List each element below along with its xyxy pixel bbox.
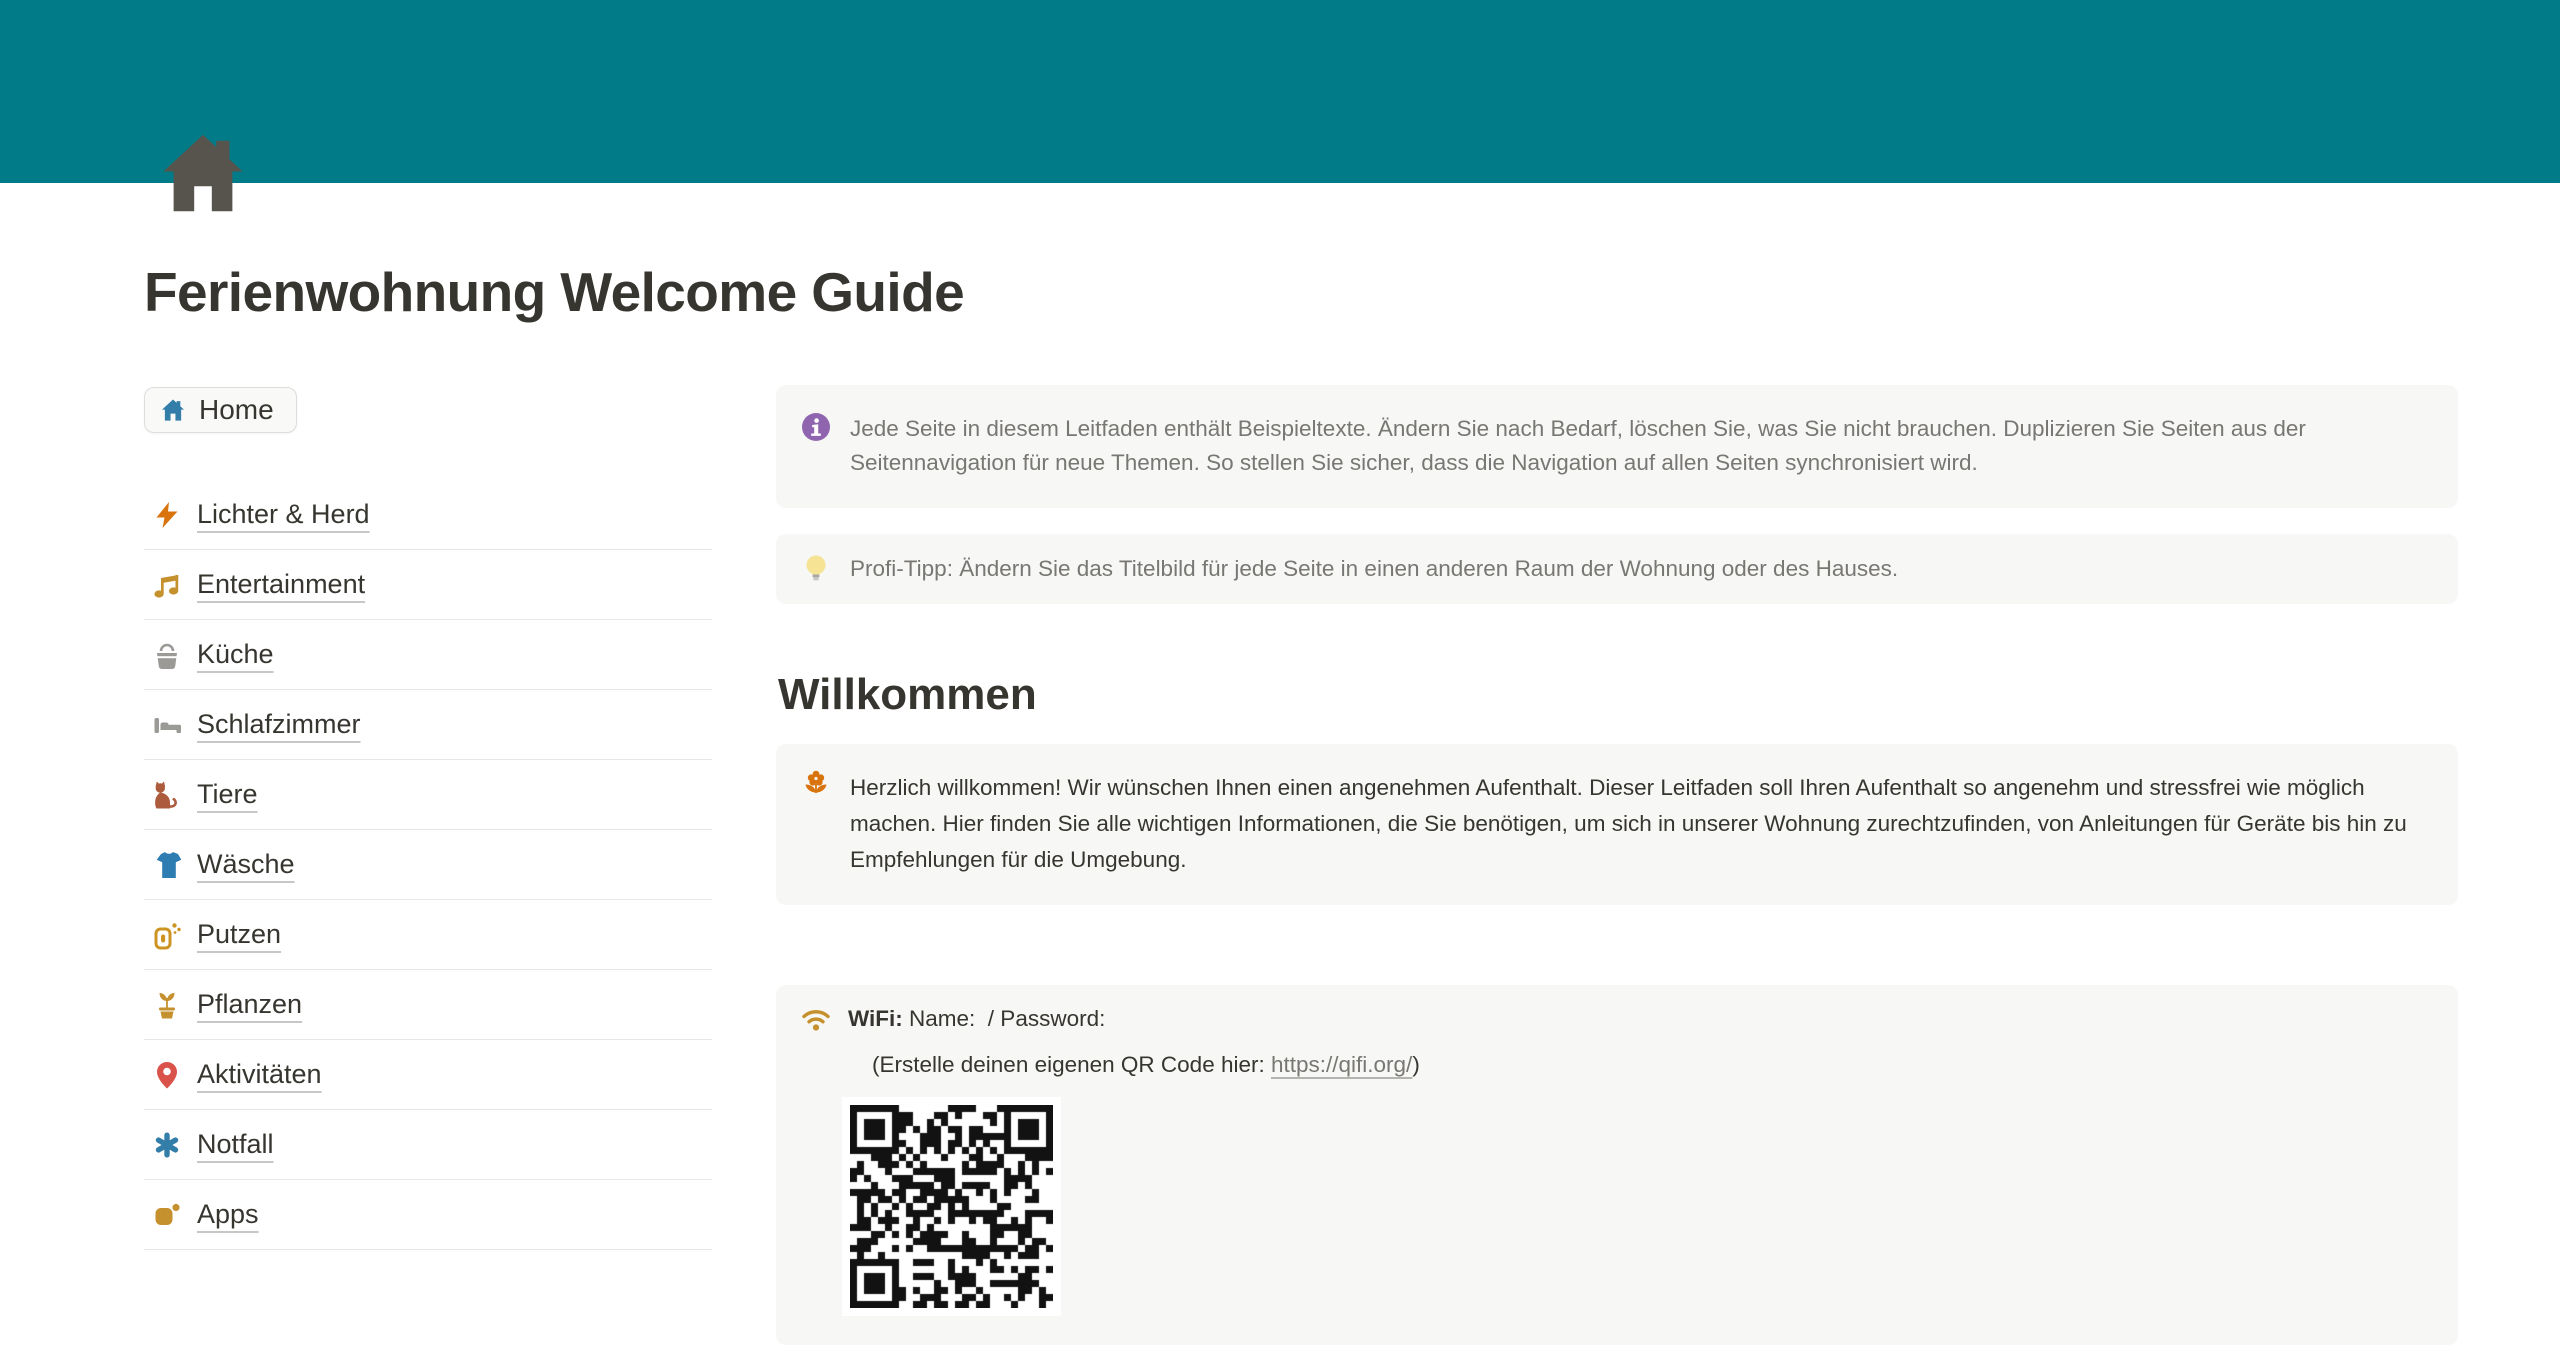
tip-callout xyxy=(776,534,2458,604)
map-pin-icon xyxy=(152,1060,182,1090)
sidebar-item-label: Schlafzimmer xyxy=(197,709,361,739)
sidebar-item-apps[interactable] xyxy=(144,1180,712,1250)
music-note-icon xyxy=(152,570,182,600)
sidebar-item-label: Notfall xyxy=(197,1129,274,1159)
sidebar-item-schlafzimmer[interactable] xyxy=(144,690,712,760)
info-callout-text: Jede Seite in diesem Leitfaden enthält Beispieltexte. Ändern Sie nach Bedarf, löschen Sie, was Sie nicht brauchen. Duplizieren Sie Seiten aus der Seitennavigation für neue Themen. So stellen Sie sicher, dass die Navigation auf allen Seiten synchronisiert wird. xyxy=(850,416,2306,475)
sidebar-item-label: Pflanzen xyxy=(197,989,303,1019)
sidebar-item-label: Entertainment xyxy=(197,569,366,599)
tip-callout-text: Profi-Tipp: Ändern Sie das Titelbild für jede Seite in einen anderen Raum der Wohnung oder des Hauses. xyxy=(850,556,1899,581)
cover-banner xyxy=(0,0,2560,183)
house-icon[interactable] xyxy=(156,126,250,220)
qr-hint-suffix: ) xyxy=(1412,1052,1420,1077)
wifi-name-password: Name: / Password: xyxy=(902,1006,1106,1031)
sidebar-item-label: Lichter & Herd xyxy=(197,499,370,529)
sidebar-item-kueche[interactable] xyxy=(144,620,712,690)
sidebar-item-lichter-herd[interactable] xyxy=(144,480,712,550)
sidebar-nav xyxy=(144,480,712,1250)
light-bulb-icon xyxy=(800,553,832,585)
home-button-label: Home xyxy=(199,394,274,425)
bed-icon xyxy=(152,710,182,740)
cat-icon xyxy=(152,780,182,810)
sidebar-item-pflanzen[interactable] xyxy=(144,970,712,1040)
home-button[interactable] xyxy=(144,387,297,433)
wifi-icon xyxy=(800,1003,832,1035)
qr-hint-prefix: (Erstelle deinen eigenen QR Code hier: xyxy=(872,1052,1271,1077)
sidebar-item-label: Wäsche xyxy=(197,849,295,879)
sidebar-item-label: Küche xyxy=(197,639,274,669)
sidebar-item-notfall[interactable] xyxy=(144,1110,712,1180)
basket-icon xyxy=(152,640,182,670)
section-heading: Willkommen xyxy=(778,670,1037,719)
sidebar-item-label: Aktivitäten xyxy=(197,1059,322,1089)
sidebar-item-label: Apps xyxy=(197,1199,259,1229)
lightning-icon xyxy=(152,500,182,530)
info-icon xyxy=(800,411,832,443)
sidebar-item-label: Tiere xyxy=(197,779,258,809)
wifi-qr-code xyxy=(842,1097,1061,1316)
sidebar-item-aktivitaeten[interactable] xyxy=(144,1040,712,1110)
wifi-callout xyxy=(776,985,2458,1345)
sidebar-item-waesche[interactable] xyxy=(144,830,712,900)
apps-icon xyxy=(152,1200,182,1230)
welcome-callout-text: Herzlich willkommen! Wir wünschen Ihnen einen angenehmen Aufenthalt. Dieser Leitfaden soll Ihren Aufenthalt so angenehm und stressfrei wie möglich machen. Hier finden Sie alle wichtigen Informationen, die Sie benötigen, um sich in unserer Wohnung zurechtzufinden, von Anleitungen für Geräte bis hin zu Empfehlungen für die Umgebung. xyxy=(850,775,2407,872)
house-icon xyxy=(160,397,186,423)
sidebar-item-entertainment[interactable] xyxy=(144,550,712,620)
sidebar-item-tiere[interactable] xyxy=(144,760,712,830)
wifi-label: WiFi: xyxy=(848,1006,903,1031)
potted-plant-icon xyxy=(152,990,182,1020)
sidebar-item-label: Putzen xyxy=(197,919,282,949)
tshirt-icon xyxy=(152,850,182,880)
asterisk-icon xyxy=(152,1130,182,1160)
qifi-link[interactable]: https://qifi.org/ xyxy=(1270,1052,1413,1077)
info-callout xyxy=(776,385,2458,508)
sidebar xyxy=(144,387,712,1250)
flower-icon xyxy=(800,769,832,801)
welcome-callout xyxy=(776,744,2458,905)
sponge-icon xyxy=(152,920,182,950)
sidebar-item-putzen[interactable] xyxy=(144,900,712,970)
page-title: Ferienwohnung Welcome Guide xyxy=(144,261,965,323)
